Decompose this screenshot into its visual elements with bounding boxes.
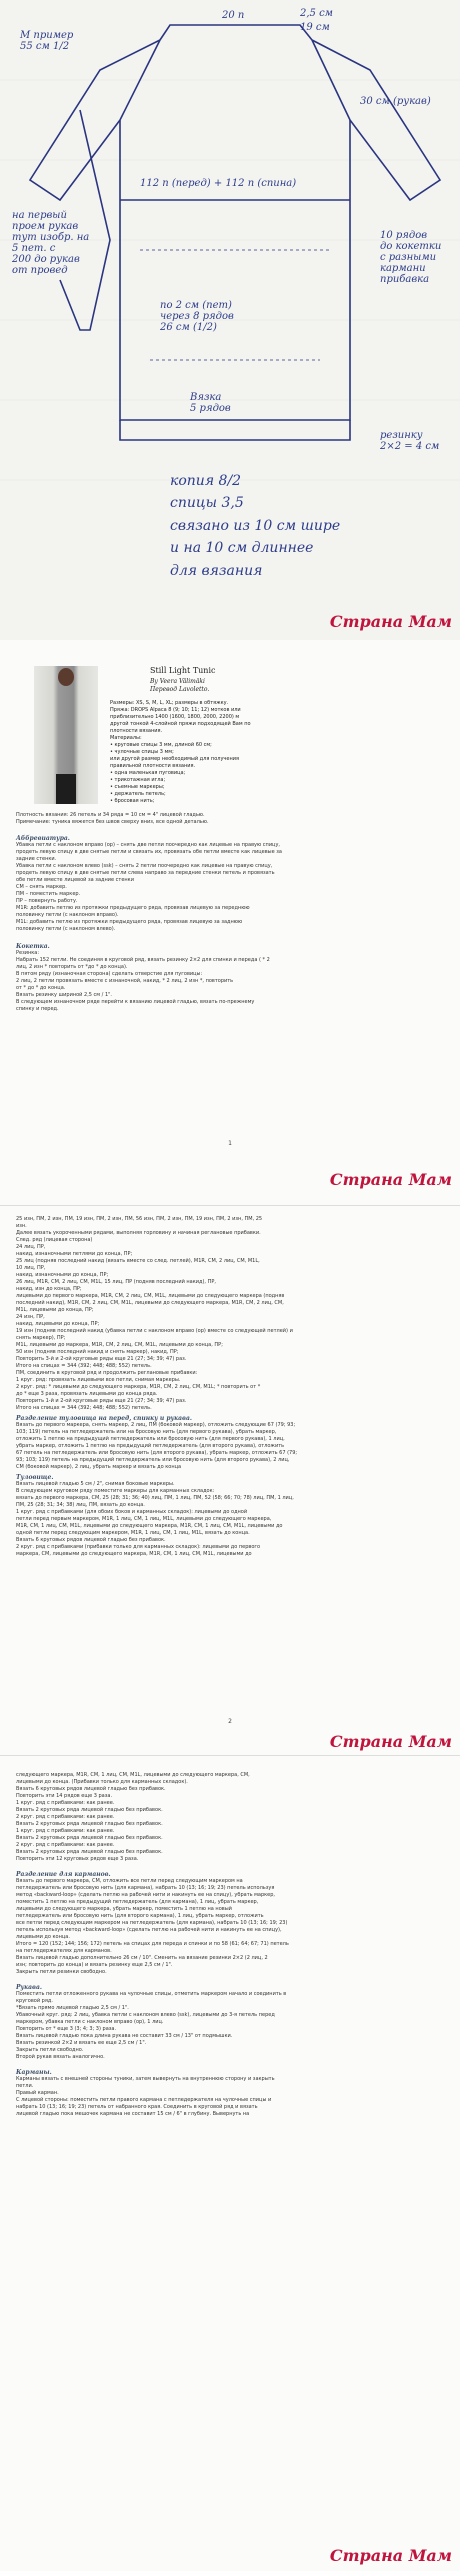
gauge-block: Плотность вязания: 26 петель и 34 ряда = 10 см = 4" лицевой гладью. Примечание: туника вяжется без швов сверху вниз, все одной деталью. [16,812,209,825]
page-number-1: 1 [228,1140,232,1147]
note-sleeve: 30 см (рукав) [360,96,431,107]
page-number-2: 2 [228,1718,232,1725]
watermark: Страна Мам [329,2546,452,2565]
pattern-author: By Veera Välimäki [150,678,205,685]
note-top-center: 20 п [222,10,245,21]
pockets-and-sleeves: следующего маркера, M1R, СМ, 1 лиц, СМ, M1L, лицевыми до следующего маркера, СМ, лицевыми до конца. (Прибавки только для карманных складок). Вязать 6 круговых рядов лицевой гладью без прибавок. Повторить эти 14 рядов еще 3 раза. 1 круг. ряд с прибавками: как ранее. Вязать 2 круговых ряда лицевой гладью без прибавок. 2 круг. ряд с прибавками: как ранее. Вязать 2 круговых ряда лицевой гладью без прибавок. 1 круг. ряд с прибавками: как ранее. Вязать 2 круговых ряда лицевой гладью без прибавок. 2 круг. ряд с прибавками: как ранее. Вязать 2 круговых ряда лицевой гладью без прибавок. Повторить эти 12 круговых рядов еще 3 раза. Разделение для карманов. Вязать до первого маркера, СМ, отложить все петли перед следующим маркером на петледержатель или бросовую нить (для кармана), набрать 10 (13; 16; 19; 23) петель используя метод «backward-loop» (сделать петлю на рабочей нити и накинуть ее на спицу), убрать маркер, поместить 1 петлю на предыдущий петледержатель (для кармана), 1 лиц, убрать маркер, лицевыми до следующего маркера, убрать маркер, поместить 1 петлю на новый петледержатель или бросовую нить (для второго кармана), 1 лиц, убрать маркер, отложить все петли перед следующим маркером на петледержатель (для кармана), набрать 10 (13; 16; 19; 23) петель используя метод «backward-loop» (сделать петлю на рабочей нити и накинуть ее на спицу), лицевыми до конца. Итого = 120 (152; 144; 156; 172) петель на спицах для переда и спинки и по 58 (61; 64; 67; 71) петель на петледержателях для карманов. Вязать лицевой гладью дополнительно 26 см / 10". Сменить на вязание резинки 2×2 (2 лиц, 2 изн; повторить до конца) и вязать резинку еще 2,5 см / 1". Закрыть петли резинки свободно. Рукава. Поместить петли отложенного рукава на чулочные спицы, отметить маркером начало и соединить в круговой ряд. *Вязать прямо лицевой гладью 2,5 см / 1". Убавочный круг. ряд: 2 лиц, убавка петли с наклоном влево (ssk), лицевыми до 3-я петель перед маркером, убавка петли с наклоном вправо (ор), 1 лиц. Повторить от * еще 3 (3; 4; 3; 3) раза. Вязать лицевой гладью пока длина рукава не составит 33 см / 13" от подмышки. Вязать резинкой 2×2 и вязать ее еще 2,5 см / 1". Закрыть петли свободно. Второй рукав вязать аналогично. Карманы. Карманы вязать с внешней стороны туники, затем вывернуть на внутреннюю сторону и закрыть петли. Правый карман. С лицевой стороны: поместить петли правого кармана с петледержателя на чулочные спицы и набрать 10 (13; 16; 19; 23) петель от набранного края. Соединить в круговой ряд и вязать лицевой гладью пока мешочек кармана не составит 15 см / 6" в глубину. Вывернуть на [16,1772,289,2117]
model-head [58,668,74,686]
watermark: Страна Мам [329,1732,452,1751]
note-middle: 112 п (перед) + 112 п (спина) [140,178,297,189]
watermark: Страна Мам [329,612,452,631]
note-bottom-center: Вязка 5 рядов [190,392,231,414]
watermark: Страна Мам [329,1170,452,1189]
pattern-page-2 [0,1205,460,1756]
note-top-left: М пример 55 см 1/2 [20,30,74,52]
raglan-section: 25 изн, ПМ, 2 изн, ПМ, 19 изн, ПМ, 2 изн, ПМ, 56 изн, ПМ, 2 изн, ПМ, 19 изн, ПМ, 2 изн, ПМ, 25 изн. Далее вязать укороченными рядами, выполняя горловину и начиная реглановые прибавки. След. ряд (лицевая сторона) 24 лиц, ПР, накид, изнаночными петлями до конца, ПР; 25 лиц (подняв последний накид (вязать вместе со след. петлей), M1R, СМ, 2 лиц, СМ, M1L, 10 лиц, ПР, накид, изнаночными до конца, ПР; 26 лиц, M1R, СМ, 2 лиц, СМ, M1L, 15 лиц, ПР (подняв последний накид), ПР, накид, изн до конца, ПР; лицевыми до первого маркера, M1R, СМ, 2 лиц, СМ, M1L, лицевыми до следующего маркера (подняв последний накид), M1R, СМ, 2 лиц, СМ, M1L, лицевыми до следующего маркера, M1R, СМ, 2 лиц, СМ, M1L, лицевыми до конца, ПР; 24 изн, ПР, накид, лицевыми до конца, ПР; 19 изн (подняв последний накид (убавка петли с наклоном вправо (ор) вместе со следующей петлей) и снять маркер), ПР; M1L, лицевыми до маркера, M1R, СМ, 2 лиц, СМ, M1L, лицевыми до конца, ПР; 50 изн (подняв последний накид и снять маркер), накид, ПР; Повторить 3-й и 2-ой круговые ряды еще 21 (27; 34; 39; 47) раз. Итого на спицах = 344 (392; 448; 488; 552) петель. ПМ, соединить в круговой ряд и продолжить реглановые прибавки: 1 круг. ряд: провязать лицевыми все петли, снимая маркеры. 2 круг. ряд: * лицевыми до следующего маркера, M1R, СМ, 2 лиц, СМ, M1L; * повторить от * до * еще 3 раза, провязать лицевыми до конца ряда. Повторить 1-й и 2-ой круговые ряды еще 21 (27; 34; 39; 47) раз. Итого на спицах = 344 (392; 448; 488; 552) петель. Разделение туловища на перед, спинку и рукава. Вязать до первого маркера, снять маркер, 2 лиц, ПМ (боковой маркер), отложить следующие 67 (79; 93; 103; 119) петель на петледержатель или на бросовую нить (для первого рукава), убрать маркер, отложить 1 петлю на предыдущий петледержатель или бросовую нить (для первого рукава), 1 лиц, убрать маркер, отложить 1 петлю на предыдущий петледержатель (для второго рукава), отложить 67 петель на петледержатель или бросовую нить (для второго рукава), убрать маркер, отложить 67 (79; 93; 103; 119) петель на предыдущий петледержатель или бросовую нить (для второго рукава), 2 лиц, СМ (боковой маркер), 2 лиц, убрать маркер и вязать до конца Туловище. Вязать лицевой гладью 5 см / 2", снимая боковые маркеры. В следующем круговом ряду поместите маркеры для карманных складок: вязать до первого маркера, СМ, 25 (28; 31; 36; 40) лиц, ПМ, 1 лиц, ПМ, 52 (58; 66; 70; 78) лиц, ПМ, 1 лиц, ПМ, 25 (28; 31; 34; 38) лиц, ПМ, вязать до конца. 1 круг. ряд с прибавками (для обоих боков и карманных складок): лицевыми до одной петли перед первым маркером, M1R, 1 лиц, СМ, 1 лиц, M1L, лицевыми до следующего маркера, M1R, СМ, 1 лиц, СМ, M1L, лицевыми до следующего маркера, M1R, СМ, 1 лиц, СМ, M1L, лицевыми до одной петли перед следующим маркером, M1R, 1 лиц, СМ, 1 лиц, M1L, вязать до конца. Вязать 6 круговых рядов лицевой гладью без прибавок. 2 круг. ряд с прибавками (прибавки только для карманных складок): лицевыми до первого маркера, СМ, лицевыми до следующего маркера, M1R, СМ, 1 лиц, СМ, M1L, лицевыми до [16,1216,298,1557]
pattern-page-1 [0,640,460,1205]
note-left: на первый проем рукав тут изобр. на 5 пет. с 200 до рукав от провед [12,210,90,276]
note-bottom-right: резинку 2×2 = 4 см [380,430,440,452]
pattern-specs: Размеры: XS, S, M, L, XL; размеры в обтяжку. Пряжа: DROPS Alpaca 8 (9; 10; 11; 12) мотков или приблизительно 1400 (1600, 1800, 2000, 2200) м другой тонкой 4-слойной пряжи подходящей Вам по плотности вязания. Материалы: • круговые спицы 3 мм, длиной 60 см; • чулочные спицы 3 мм; или другой размер необходимый для получения правильной плотности вязания. • одна маленькая пуговица; • трикотажная игла; • съемные маркеры; • держатель петель; • бросовая нить; [110,700,251,804]
tunic-schematic-photo [0,0,460,641]
note-top-right-2: 19 см [300,22,330,33]
tunic-photo [34,666,98,804]
handwriting-block: копия 8/2 спицы 3,5 связано из 10 см шире и на 10 см длиннее для вязания [170,473,341,579]
abbreviations: Аббревиатура. Убавка петли с наклоном вправо (ор) – снять две петли поочередно как лицевые на правую спицу, продеть левую спицу в две снятые петли и связать их, провязать обе петли вместе как лицевые за задние стенки. Убавка петли с наклоном влево (ssk) – снять 2 петли поочередно как лицевые на правую спицу, продеть левую спицу в две снятые петли слева направо за передние стенки петель и провязать обе петли вместе лицевой за задние стенки СМ – снять маркер. ПМ – поместить маркер. ПР – повернуть работу. M1R: добавить петлю из протяжки предыдущего ряда, провязав лицевую за переднюю половинку петли (с наклоном вправо). M1L: добавить петлю из протяжки предыдущего ряда, провязав лицевую за заднюю половинку петли (с наклоном влево). [16,835,282,932]
pattern-translator: Перевод Lavoletto. [150,686,210,693]
note-middle-2: по 2 см (пет) через 8 рядов 26 см (1/2) [160,300,234,333]
pattern-page-3 [0,1755,460,2571]
model-legs [56,774,76,804]
pattern-title: Still Light Tunic [150,666,216,675]
note-top-right-1: 2,5 см [300,8,333,19]
note-right: 10 рядов до кокетки с разными кармани прибавка [380,230,442,285]
yoke-section: Кокетка. Резинка: Набрать 152 петли. Не соединяя в круговой ряд, вязать резинку 2×2 для спинки и переда ( * 2 лиц, 2 изн * повторить от *до * до конца). В пятом ряду (изнаночная сторона) сделать отверстие для пуговицы: 2 лиц, 2 петли провязать вместе с изнаночной, накид, * 2 лиц, 2 изн *, повторить от * до * до конца. Вязать резинку шириной 2,5 см / 1". В следующем изнаночном ряде перейти к вязанию лицевой гладью, вязать по-прежнему спинку и перед. [16,943,270,1012]
